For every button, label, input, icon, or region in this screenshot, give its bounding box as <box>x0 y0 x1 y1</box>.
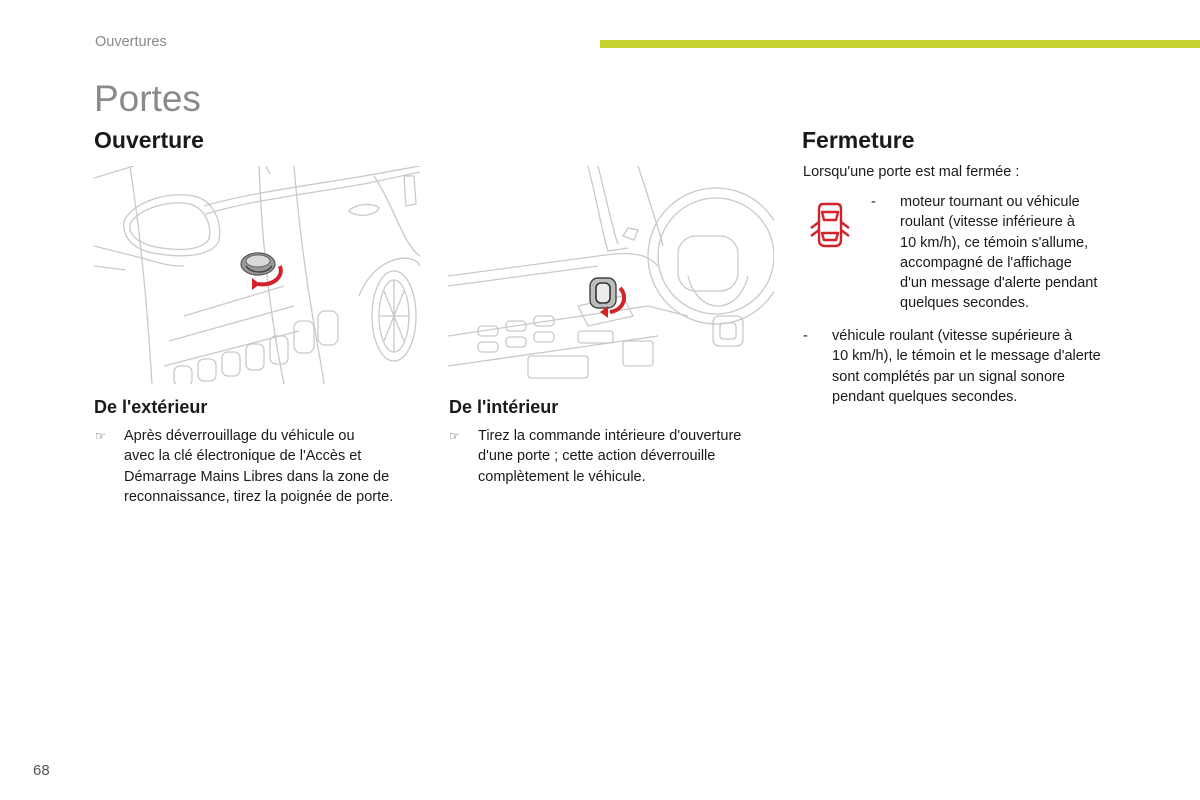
page-title: Portes <box>94 78 201 119</box>
item-line: roulant (vitesse inférieure à <box>900 214 1075 231</box>
interior-line: d'une porte ; cette action déverrouille <box>478 448 716 465</box>
item-line: d'un message d'alerte pendant <box>900 275 1098 292</box>
door-handle-icon <box>238 244 288 294</box>
hand-pointer-icon: ☞ <box>449 429 460 443</box>
fermeture-intro: Lorsqu'une porte est mal fermée : <box>803 164 1020 180</box>
exterior-instruction <box>95 426 425 516</box>
fermeture-item-low-speed <box>871 192 1131 317</box>
exterior-line: Après déverrouillage du véhicule ou <box>124 428 355 444</box>
interior-door-illustration <box>448 166 774 384</box>
item-line: pendant quelques secondes. <box>832 388 1018 405</box>
ouverture-heading: Ouverture <box>94 127 204 153</box>
interior-instruction <box>449 426 779 496</box>
exterior-door-illustration <box>94 166 420 384</box>
interior-line: complètement le véhicule. <box>478 468 646 485</box>
exterior-line: Démarrage Mains Libres dans la zone de <box>124 468 390 485</box>
interior-handle-icon <box>586 274 632 320</box>
interior-heading: De l'intérieur <box>449 397 559 417</box>
dash-marker: - <box>871 194 876 210</box>
exterior-heading: De l'extérieur <box>94 397 208 417</box>
exterior-line: avec la clé électronique de l'Accès et <box>124 448 362 465</box>
fermeture-heading: Fermeture <box>802 127 915 153</box>
header-accent-bar <box>600 40 1200 48</box>
item-line: 10 km/h), le témoin et le message d'alerte <box>832 348 1101 365</box>
item-line: accompagné de l'affichage <box>900 254 1072 271</box>
running-header: Ouvertures <box>95 34 167 50</box>
item-line: quelques secondes. <box>900 295 1029 312</box>
item-line: véhicule roulant (vitesse supérieure à <box>832 328 1073 344</box>
fermeture-item-high-speed <box>803 326 1143 411</box>
door-open-warning-icon <box>808 200 852 250</box>
dash-marker: - <box>803 328 808 344</box>
page-number: 68 <box>33 762 50 779</box>
hand-pointer-icon: ☞ <box>95 429 106 443</box>
exterior-line: reconnaissance, tirez la poignée de porte. <box>124 488 394 505</box>
item-line: sont complétés par un signal sonore <box>832 368 1065 385</box>
interior-line: Tirez la commande intérieure d'ouverture <box>478 428 742 444</box>
item-line: 10 km/h), ce témoin s'allume, <box>900 234 1089 251</box>
item-line: moteur tournant ou véhicule <box>900 194 1080 210</box>
